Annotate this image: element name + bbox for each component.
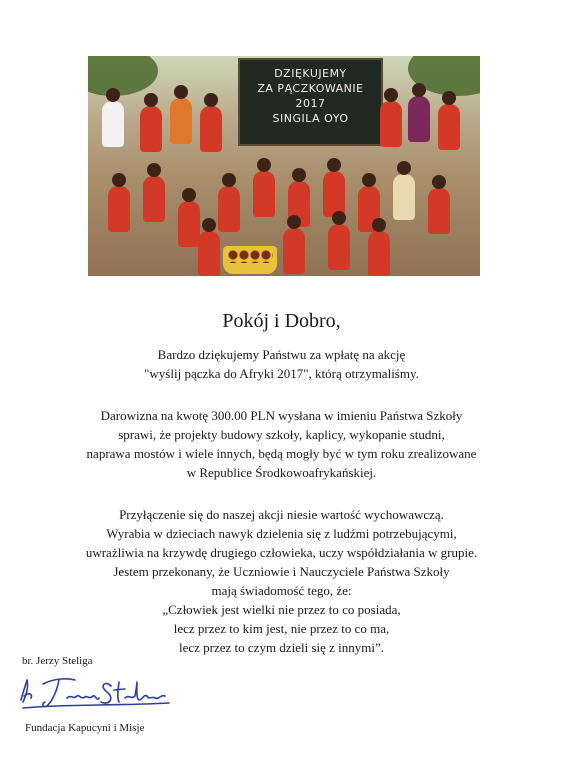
- child-figure: [170, 98, 192, 144]
- child-figure: [393, 174, 415, 220]
- paragraph-line: „Człowiek jest wielki nie przez to co posiada,: [162, 602, 401, 617]
- child-figure: [218, 186, 240, 232]
- paragraph-line: uwrażliwia na krzywdę drugiego człowieka, uczy współdziałania w grupie.: [85, 545, 478, 560]
- child-figure: [323, 171, 345, 217]
- paragraph-line: Wyrabia w dzieciach nawyk dzielenia się z ludźmi potrzebującymi,: [106, 526, 457, 541]
- paragraph-line: "wyślij pączka do Afryki 2017", którą otrzymaliśmy.: [144, 366, 419, 381]
- child-figure: [283, 228, 305, 274]
- child-figure: [143, 176, 165, 222]
- child-figure: [108, 186, 130, 232]
- header-photo: [88, 56, 480, 276]
- child-figure: [408, 96, 430, 142]
- signer-name: br. Jerzy Steliga: [22, 655, 93, 667]
- board-line: SINGILA OYO: [272, 112, 349, 125]
- paragraph-thanks: [0, 345, 563, 383]
- paragraph-line: lecz przez to kim jest, nie przez to co ma,: [173, 621, 390, 636]
- board-line: DZIĘKUJEMY: [274, 67, 347, 80]
- paragraph-line: Bardzo dziękujemy Państwu za wpłatę na akcję: [157, 347, 406, 362]
- paragraph-values: [0, 505, 563, 657]
- child-figure: [428, 188, 450, 234]
- board-line: ZA PĄCZKOWANIE: [257, 82, 364, 95]
- child-figure: [253, 171, 275, 217]
- child-figure: [200, 106, 222, 152]
- handwritten-signature: [15, 670, 175, 712]
- tree-foliage: [88, 56, 158, 96]
- paragraph-line: lecz przez to czym dzieli się z innymi”.: [178, 640, 385, 655]
- paragraph-line: Przyłączenie się do naszej akcji niesie wartość wychowawczą.: [119, 507, 444, 522]
- paragraph-line: w Republice Środkowoafrykańskiej.: [186, 465, 377, 480]
- child-figure: [178, 201, 200, 247]
- paragraph-line: mają świadomość tego, że:: [211, 583, 352, 598]
- child-figure: [368, 231, 390, 276]
- child-figure: [198, 231, 220, 276]
- paragraph-line: naprawa mostów i wiele innych, będą mogły być w tym roku zrealizowane: [86, 446, 477, 461]
- child-figure: [438, 104, 460, 150]
- paragraph-line: sprawi, że projekty budowy szkoły, kaplicy, wykopanie studni,: [118, 427, 445, 442]
- paragraph-line: Jestem przekonany, że Uczniowie i Nauczyciele Państwa Szkoły: [113, 564, 450, 579]
- greeting: Pokój i Dobro,: [222, 310, 341, 332]
- organization-name: Fundacja Kapucyni i Misje: [25, 722, 145, 734]
- child-figure: [102, 101, 124, 147]
- child-figure: [140, 106, 162, 152]
- paragraph-donation: [0, 406, 563, 482]
- child-figure: [328, 224, 350, 270]
- basket-of-doughnuts: [223, 246, 277, 274]
- paragraph-line: Darowizna na kwotę 300.00 PLN wysłana w imieniu Państwa Szkoły: [100, 408, 463, 423]
- chalkboard: [238, 58, 383, 146]
- child-figure: [380, 101, 402, 147]
- board-line: 2017: [295, 97, 326, 110]
